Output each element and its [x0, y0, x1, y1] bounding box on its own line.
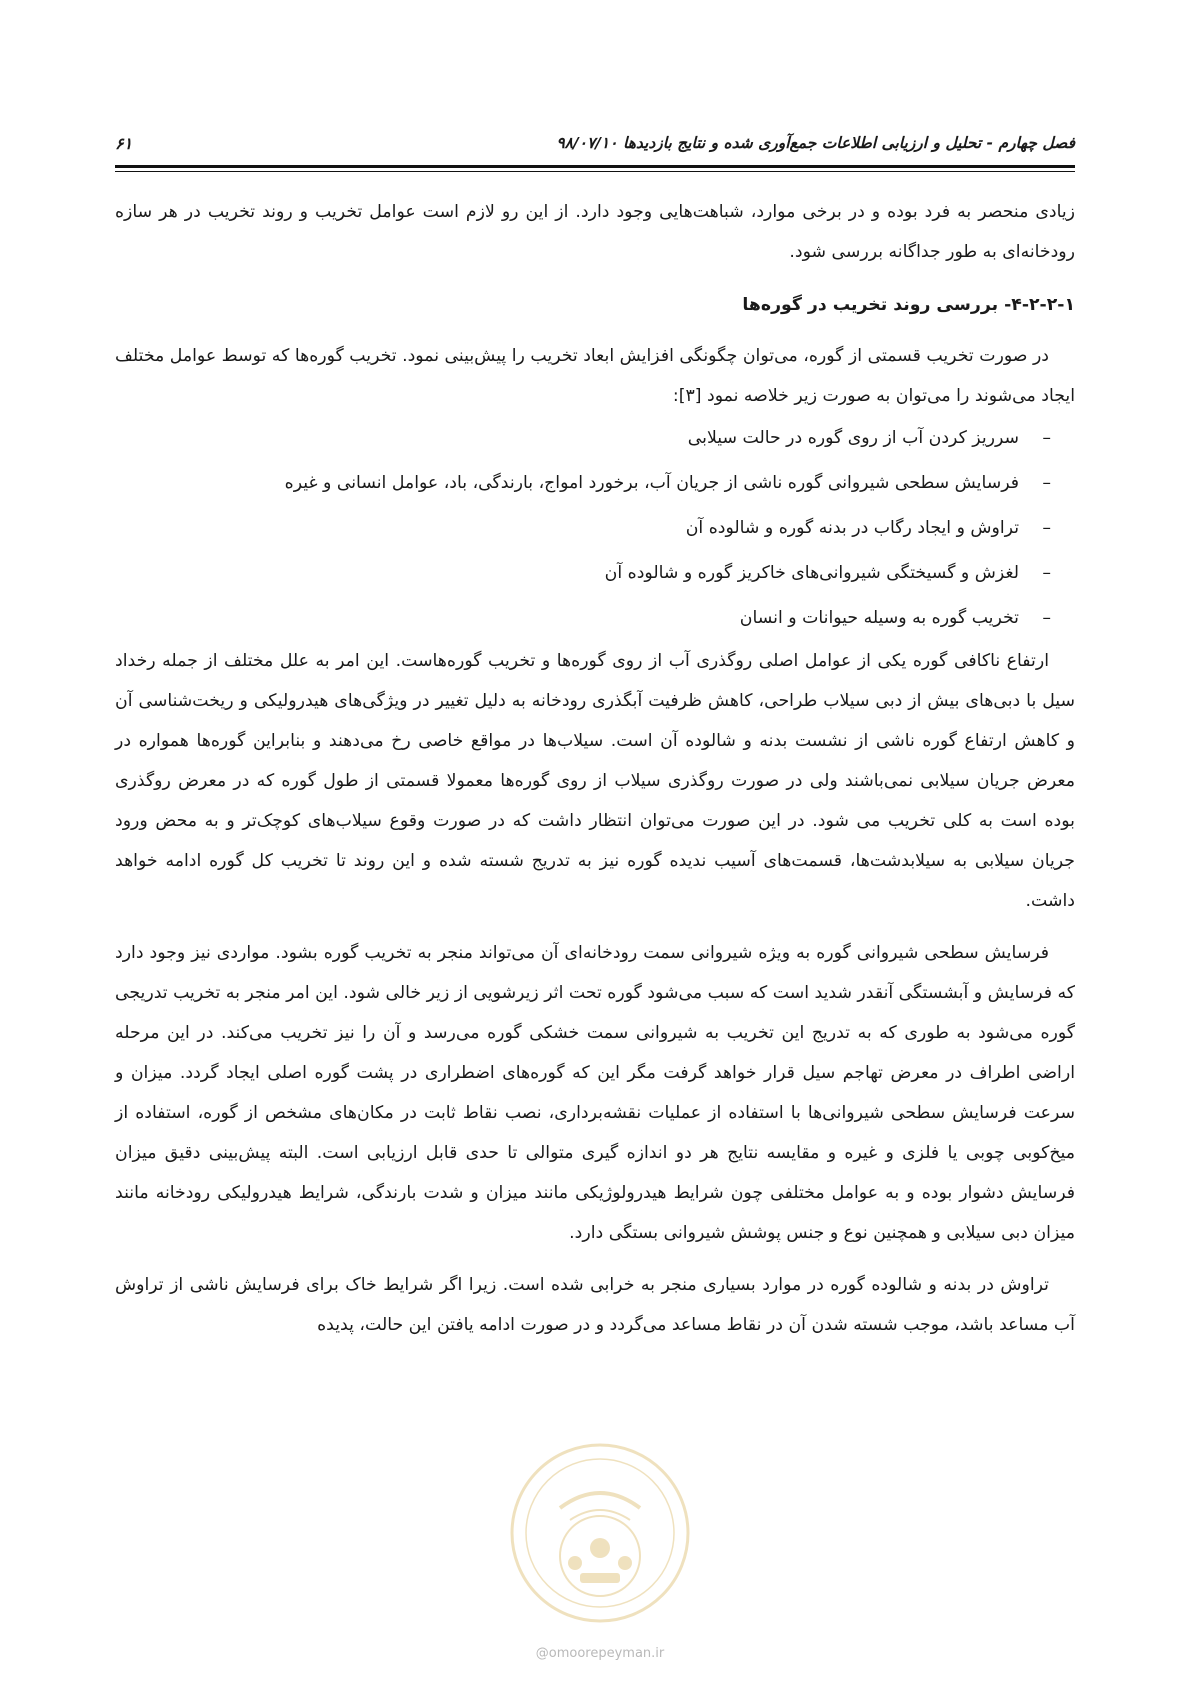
- bullet-dash: –: [1042, 518, 1051, 538]
- section-heading: ۴-۲-۲-۱- بررسی روند تخریب در گوره‌ها: [742, 295, 1075, 315]
- watermark-text: @omoorepeyman.ir: [535, 1646, 665, 1661]
- page-header: [115, 128, 1075, 158]
- list-item-text: تخریب گوره به وسیله حیوانات و انسان: [739, 608, 1019, 628]
- intro-paragraph: زیادی منحصر به فرد بوده و در برخی موارد، شباهت‌هایی وجود دارد. از این رو لازم است عوامل تخریب و روند تخریب در هر سازه رودخانه‌ای به طور جداگانه بررسی شود.: [115, 202, 1075, 262]
- seal-logo-icon: [505, 1438, 695, 1628]
- bullet-dash: –: [1042, 563, 1051, 583]
- bullet-dash: –: [1042, 428, 1051, 448]
- list-item-text: فرسایش سطحی شیروانی گوره ناشی از جریان آب، برخورد امواج، بارندگی، باد، عوامل انسانی و غیره: [284, 473, 1019, 493]
- paragraph: تراوش در بدنه و شالوده گوره در موارد بسیاری منجر به خرابی شده است. زیرا اگر شرایط خاک برای فرسایش ناشی از تراوش آب مساعد باشد، موجب شسته شدن آن در نقاط مساعد می‌گردد و در صورت ادامه یافتن این حالت، پدیده: [115, 1275, 1075, 1335]
- paragraph: فرسایش سطحی شیروانی گوره به ویژه شیروانی سمت رودخانه‌ای آن می‌تواند منجر به تخریب گوره بشود. مواردی نیز وجود دارد که فرسایش و آبشستگی آنقدر شدید است که سبب می‌شود گوره تحت اثر زیرشویی از زیر خالی شود. این امر منجر به تخریب تدریجی گوره می‌شود به طوری که به تدریج این تخریب به شیروانی سمت خشکی گوره می‌رسد و آن را نیز تخریب می‌کند. در این مرحله اراضی اطراف در معرض تهاجم سیل قرار خواهد گرفت مگر این که گوره‌های اضطراری در پشت گوره اصلی ایجاد گردد. میزان و سرعت فرسایش سطحی شیروانی‌ها با استفاده از عملیات نقشه‌برداری، نصب نقاط ثابت در مکان‌های مشخص از گوره، استفاده از میخ‌کوبی چوبی یا فلزی و غیره و مقایسه نتایج هر دو اندازه گیری متوالی تا حدی قابل ارزیابی است. البته پیش‌بینی دقیق میزان فرسایش دشوار بوده و به عوامل مختلفی چون شرایط هیدرولوژیکی مانند میزان و شدت بارندگی، شرایط هیدرولیکی رودخانه مانند میزان دبی سیلابی و همچنین نوع و جنس پوشش شیروانی بستگی دارد.: [114, 943, 1075, 1243]
- header-rule-thick: [115, 165, 1075, 168]
- list-item-text: لغزش و گسیختگی شیروانی‌های خاکریز گوره و شالوده آن: [604, 563, 1019, 583]
- list-item-text: سرریز کردن آب از روی گوره در حالت سیلابی: [687, 428, 1019, 448]
- list-item: [115, 596, 1075, 641]
- page-number: ۶۱: [115, 133, 133, 153]
- bullet-list: [115, 416, 1075, 641]
- list-item: [115, 461, 1075, 506]
- header-rule-thin: [115, 171, 1075, 172]
- body-text: [115, 192, 1075, 1345]
- list-item: [115, 551, 1075, 596]
- bullet-dash: –: [1042, 473, 1051, 493]
- bullet-dash: –: [1042, 608, 1051, 628]
- list-item-text: تراوش و ایجاد رگاب در بدنه گوره و شالوده آن: [685, 518, 1019, 538]
- list-item: [115, 506, 1075, 551]
- lead-paragraph: در صورت تخریب قسمتی از گوره، می‌توان چگونگی افزایش ابعاد تخریب را پیش‌بینی نمود. تخریب گوره‌ها که توسط عوامل مختلف ایجاد می‌شوند را می‌توان به صورت زیر خلاصه نمود [۳]:: [115, 346, 1075, 406]
- paragraph: ارتفاع ناکافی گوره یکی از عوامل اصلی روگذری آب از روی گوره‌ها و تخریب گوره‌هاست. این امر به علل مختلف از جمله رخداد سیل با دبی‌های بیش از دبی سیلاب طراحی، کاهش ظرفیت آبگذری رودخانه به دلیل تغییر در ویژگی‌های هیدرولیکی و ریخت‌شناسی آن و کاهش ارتفاع گوره ناشی از نشست بدنه و شالوده آن است. سیلاب‌ها در مواقع خاصی رخ می‌دهند و بنابراین گوره‌ها همواره در معرض جریان سیلابی نمی‌باشند ولی در صورت روگذری سیلاب از روی گوره‌ها معمولا قسمتی از طول گوره که در معرض روگذری بوده است به کلی تخریب می شود. در این صورت می‌توان انتظار داشت که در صورت وقوع سیلاب‌های کوچک‌تر و به محض ورود جریان سیلابی به سیلابدشت‌ها، قسمت‌های آسیب ندیده گوره نیز به تدریج شسته شده و این روند تا تخریب کل گوره ادامه خواهد داشت.: [115, 651, 1075, 911]
- chapter-title: فصل چهارم - تحلیل و ارزیابی اطلاعات جمع‌آوری شده و نتایج بازدیدها ۹۸/۰۷/۱۰: [556, 134, 1075, 152]
- list-item: [115, 416, 1075, 461]
